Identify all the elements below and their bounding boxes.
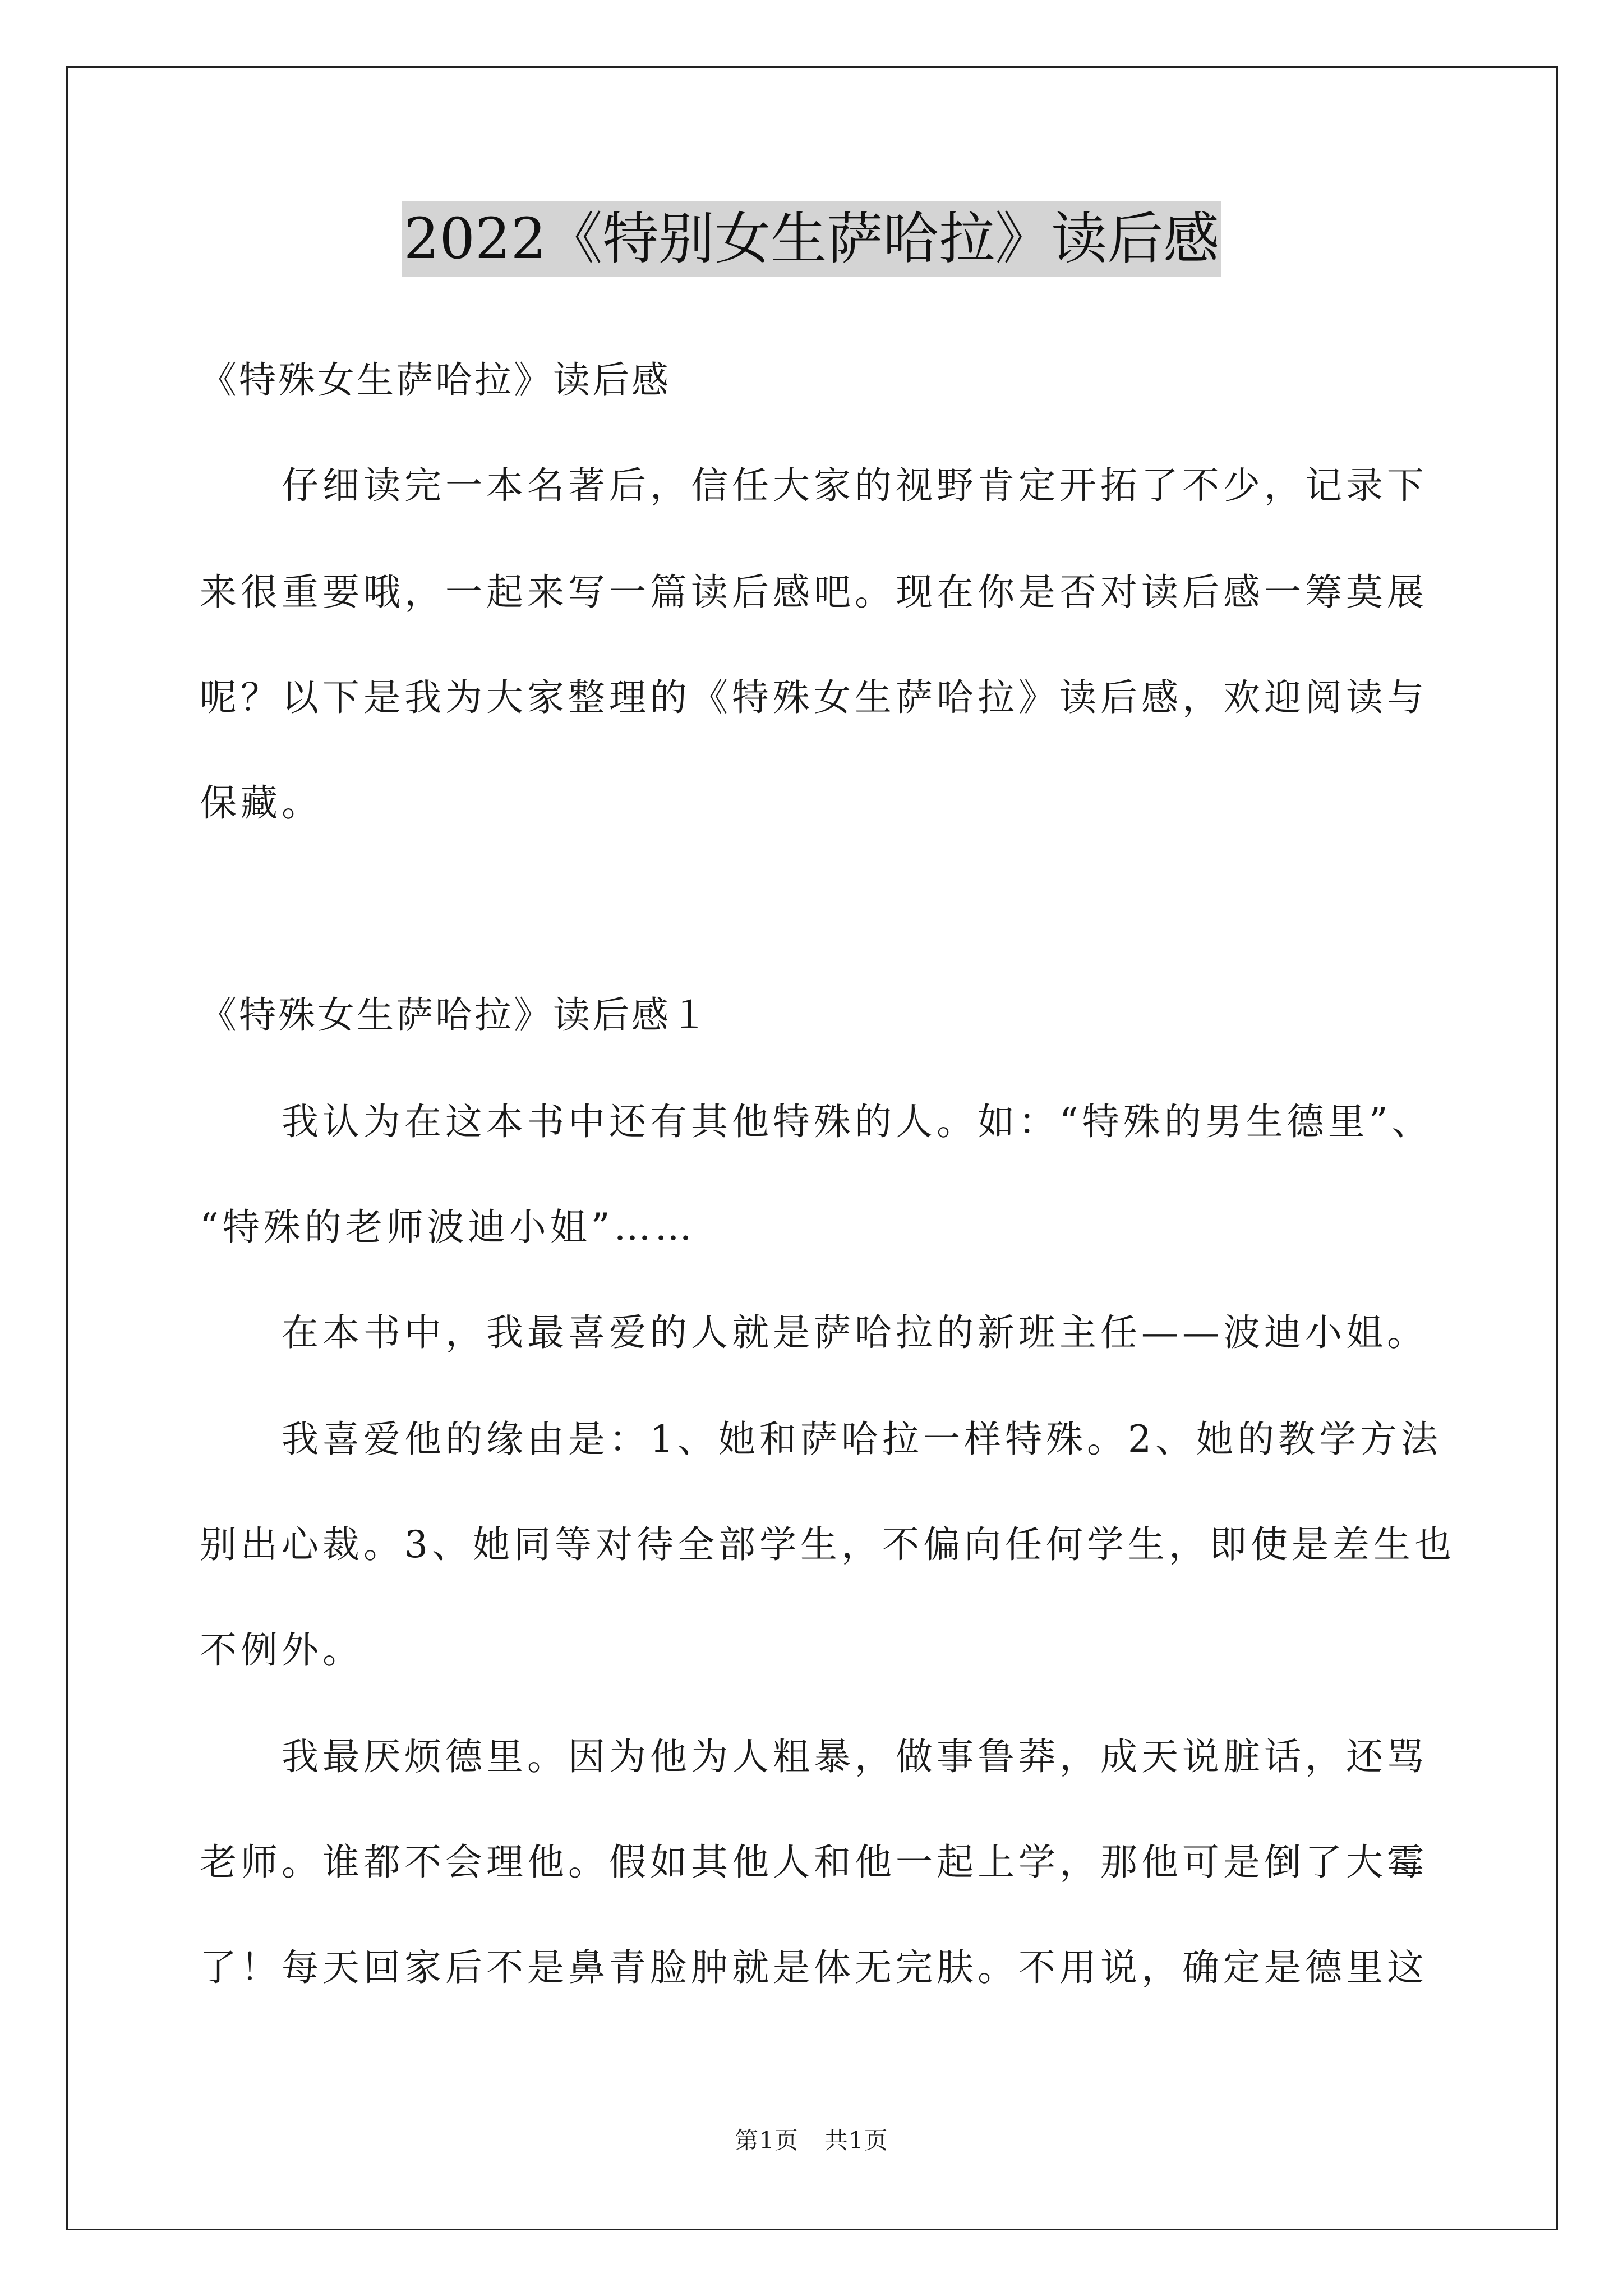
paragraph-line: “特殊的老师波迪小姐”…… [200,1205,696,1249]
paragraph-line: 我喜爱他的缘由是：1、她和萨哈拉一样特殊。2、她的教学方法 [282,1418,1442,1461]
paragraph-line: 老师。谁都不会理他。假如其他人和他一起上学，那他可是倒了大霉 [200,1841,1428,1884]
page-number: 第1页 [735,2127,799,2154]
intro-heading: 《特殊女生萨哈拉》读后感 [200,358,671,402]
paragraph-line: 仔细读完一本名著后，信任大家的视野肯定开拓了不少，记录下 [282,464,1428,507]
paragraph-line: 我认为在这本书中还有其他特殊的人。如：“特殊的男生德里”、 [282,1100,1433,1143]
paragraph-line: 呢？以下是我为大家整理的《特殊女生萨哈拉》读后感，欢迎阅读与 [200,676,1428,719]
paragraph-line: 来很重要哦，一起来写一篇读后感吧。现在你是否对读后感一筹莫展 [200,570,1428,614]
paragraph-line: 别出心裁。3、她同等对待全部学生，不偏向任何学生，即使是差生也 [200,1523,1455,1566]
paragraph-line: 在本书中，我最喜爱的人就是萨哈拉的新班主任——波迪小姐。 [282,1311,1428,1354]
page-total: 共1页 [824,2127,888,2154]
title-container [0,201,1623,277]
section-heading: 《特殊女生萨哈拉》读后感１ [200,993,710,1037]
document-title: 2022《特别女生萨哈拉》读后感 [402,201,1222,277]
paragraph-line: 不例外。 [200,1628,363,1672]
page-footer [0,2124,1623,2157]
paragraph-line: 保藏。 [200,781,322,825]
paragraph-line: 了！每天回家后不是鼻青脸肿就是体无完肤。不用说，确定是德里这 [200,1946,1428,1989]
paragraph-line: 我最厌烦德里。因为他为人粗暴，做事鲁莽，成天说脏话，还骂 [282,1735,1428,1778]
